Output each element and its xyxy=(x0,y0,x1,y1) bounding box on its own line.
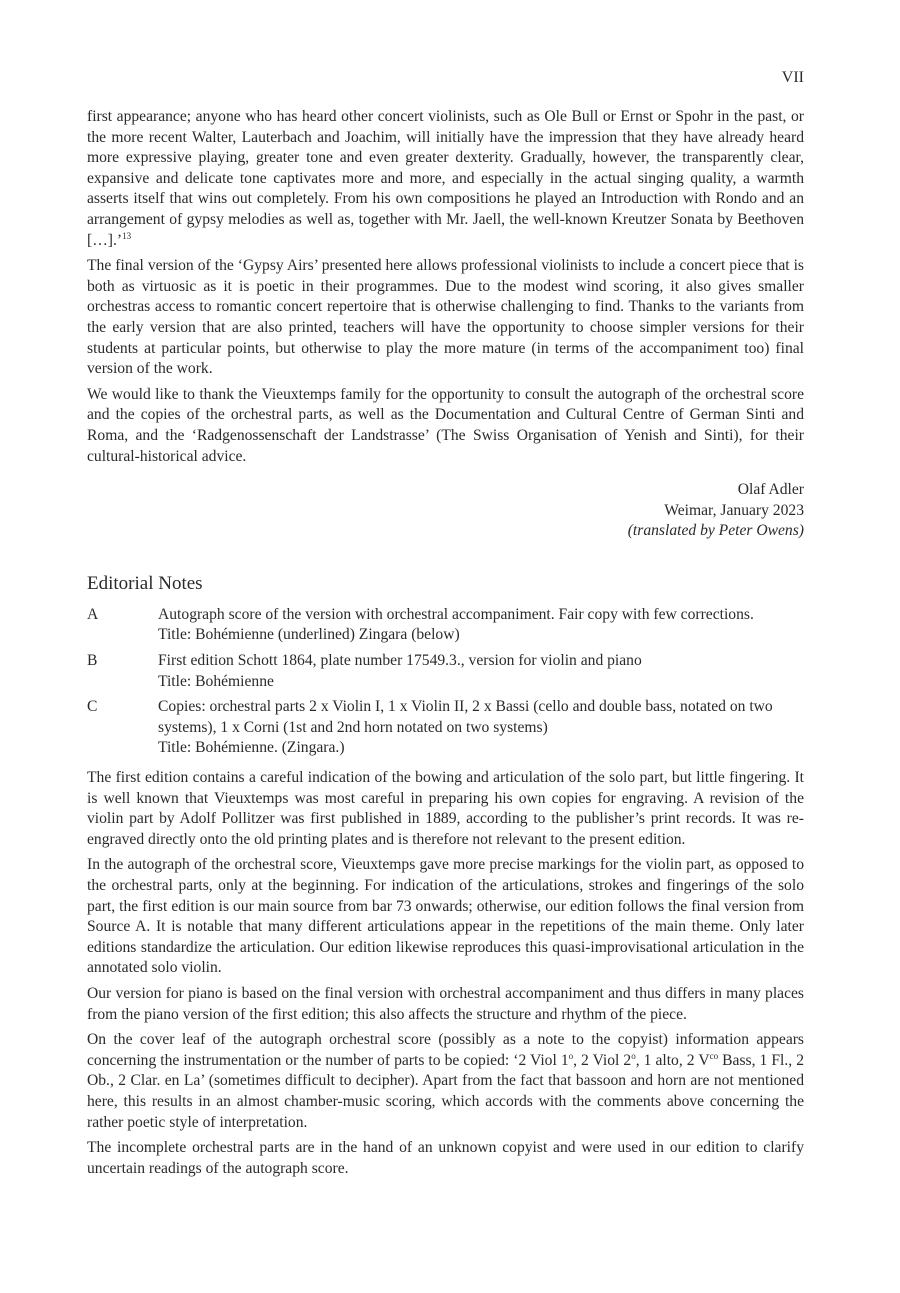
superscript: o xyxy=(568,1050,574,1061)
notes-paragraph: Our version for piano is based on the final version with orchestral accompaniment and thus differs in many places from the piano version of the first edition; this also affects the structure and rhythm of the piece. xyxy=(87,984,804,1023)
author-name: Olaf Adler xyxy=(737,481,804,499)
place-date: Weimar, January 2023 xyxy=(664,501,804,519)
intro-paragraph: We would like to thank the Vieuxtemps family for the opportunity to consult the autograph of the orchestral score and the copies of the orchestral parts, as well as the Documentation and Cultural Centre of German Sinti and Roma, and the ‘Radgenossenschaft der Landstrasse’ (The Swiss Organisation of Yenish and Sinti), for their cultural-historical advice. xyxy=(87,385,804,465)
paragraph-text: Bass, 1 Fl., 2 Ob., 2 Clar. en La’ (sometimes difficult to decipher). Apart from the fact that bassoon and horn are not mentioned here, this results in an almost chamber-music scoring, which accords with the comments above concerning the rather poetic style of interpretation. xyxy=(87,1051,804,1131)
superscript: co xyxy=(709,1050,719,1061)
superscript: o xyxy=(631,1050,636,1061)
paragraph-text: On the cover leaf of the autograph orchestral score (possibly as a note to the copyist) information appears concerning the instrumentation or the number of parts to be copied: ‘2 Viol 1 xyxy=(87,1031,804,1069)
notes-paragraph: The incomplete orchestral parts are in the hand of an unknown copyist and were used in our edition to clarify uncertain readings of the autograph score. xyxy=(87,1139,804,1177)
source-key: A xyxy=(87,605,99,623)
notes-paragraph xyxy=(87,1030,804,1133)
source-description: Copies: orchestral parts 2 x Violin I, 1 x Violin II, 2 x Bassi (cello and double bass, notated on two systems), 1 x Corni (1st and 2nd horn notated on two systems) xyxy=(158,698,773,736)
source-entry xyxy=(87,605,804,646)
page-number: VII xyxy=(781,69,804,86)
intro-paragraph: The final version of the ‘Gypsy Airs’ presented here allows professional violinists to include a concert piece that is both as virtuosic as it is poetic in their programmes. Due to the modest wind scoring, it also gives smaller orchestras access to romantic concert repertoire that is otherwise challenging to find. Thanks to the variants from the early version that are also printed, teachers will have the opportunity to choose simpler versions for their students at particular points, but otherwise to play the more mature (in terms of the accompaniment too) final version of the work. xyxy=(87,257,804,378)
signature-block xyxy=(87,480,804,542)
paragraph-text: , 2 Viol 2 xyxy=(573,1051,632,1069)
source-description: First edition Schott 1864, plate number 17549.3., version for violin and piano xyxy=(158,652,642,670)
notes-paragraph: In the autograph of the orchestral score, Vieuxtemps gave more precise markings for the violin part, as opposed to the orchestral parts, only at the beginning. For indication of the articulations, strokes and fingerings of the solo part, the first edition is our main source from bar 73 onwards; otherwise, our edition follows the final version from Source A. It is notable that many different articulations appear in the repetitions of the main theme. Only later editions standardize the articulation. Our edition likewise reproduces this quasi-improvisational articulation in the annotated solo violin. xyxy=(87,856,804,977)
paragraph-text: first appearance; anyone who has heard other concert violinists, such as Ole Bull or Ernst or Spohr in the past, or the more recent Walter, Lauterbach and Joachim, will initially have the impression that they have already heard more expressive playing, greater tone and even greater dexterity. Gradually, however, the transparently clear, expansive and delicate tone captivates more and more, and especially in the actual singing quality, a warmth asserts itself that wins out completely. From his own compositions he played an Introduction with Rondo and an arrangement of gypsy melodies as well as, together with Mr. Jaell, the well-known Kreutzer Sonata by Beethoven […].’ xyxy=(87,108,804,249)
source-key: C xyxy=(87,698,98,716)
source-entry xyxy=(87,697,804,759)
section-heading: Editorial Notes xyxy=(87,572,203,594)
source-key: B xyxy=(87,652,98,670)
source-title: Title: Bohémienne. (Zingara.) xyxy=(158,739,345,757)
source-entry xyxy=(87,651,804,692)
paragraph-text: , 1 alto, 2 V xyxy=(635,1051,710,1069)
page-body xyxy=(87,107,804,1184)
footnote-ref: 13 xyxy=(122,230,132,241)
notes-paragraph: The first edition contains a careful indication of the bowing and articulation of the solo part, but little fingering. It is well known that Vieuxtemps was most careful in preparing his own copies for engraving. A revision of the violin part by Adolf Pollitzer was first published in 1889, according to the publisher’s print records. It was re-engraved directly onto the old printing plates and is therefore not relevant to the present edition. xyxy=(87,769,804,848)
source-description: Autograph score of the version with orchestral accompaniment. Fair copy with few corrections. xyxy=(158,605,754,623)
intro-paragraph xyxy=(87,107,804,251)
source-title: Title: Bohémienne xyxy=(158,672,274,690)
translator-credit: (translated by Peter Owens) xyxy=(627,522,804,540)
source-title: Title: Bohémienne (underlined) Zingara (below) xyxy=(158,626,460,644)
